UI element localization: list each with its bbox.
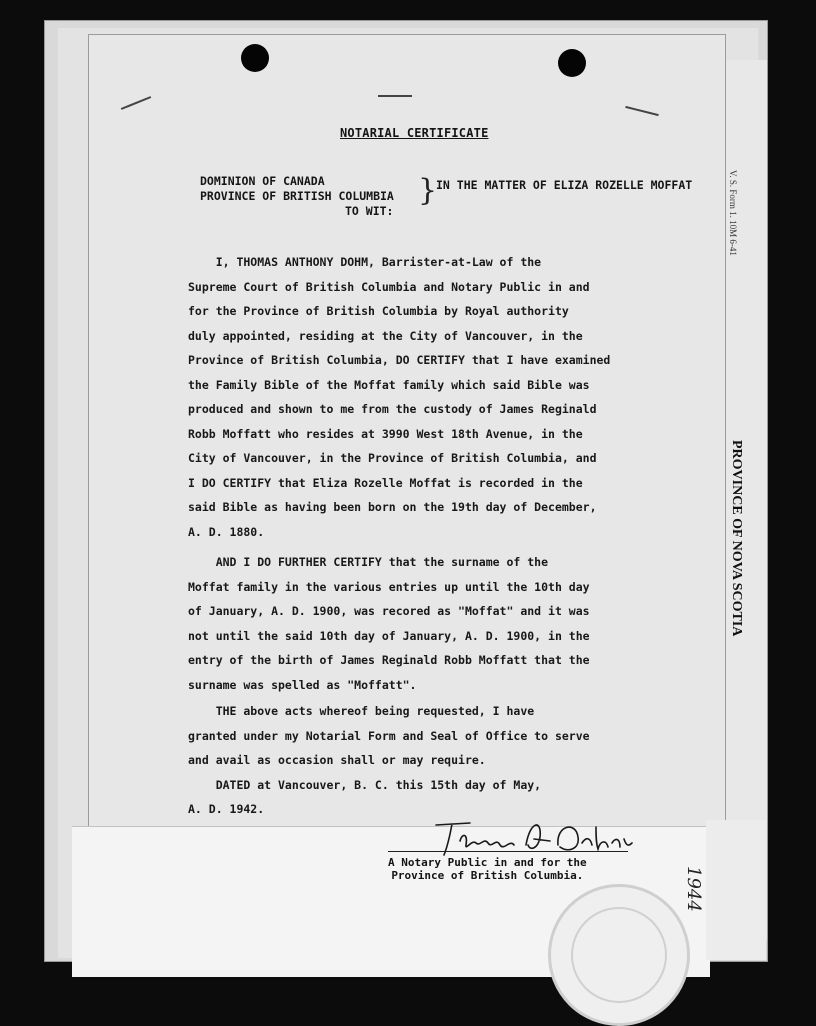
body-line: Province of British Columbia, DO CERTIFY that I have examined [188,353,611,367]
body-line: Supreme Court of British Columbia and Notary Public in and [188,279,590,294]
body-line: said Bible as having been born on the 19th day of December, [188,500,597,514]
body-line: THE above acts whereof being requested, I have [188,704,535,718]
body-line: A. D. 1880. [188,524,265,539]
notary-caption [388,856,587,882]
body-line: surname was spelled as "Moffatt". [188,677,417,692]
punch-hole [558,49,586,77]
body-line: for the Province of British Columbia by Royal authority [188,304,569,318]
body-line: and avail as occasion shall or may require. [188,753,486,767]
notary-caption-line: A Notary Public in and for the [388,856,587,869]
embossed-notary-seal [548,884,690,1026]
body-line: I, THOMAS ANTHONY DOHM, Barrister-at-Law of the [188,255,542,269]
form-number: V. S. Form 1. 10M 6-41 [728,170,738,256]
body-line: A. D. 1942. [188,802,265,816]
body-line: City of Vancouver, in the Province of British Columbia, and [188,451,597,465]
body-line: Robb Moffatt who resides at 3990 West 18th Avenue, in the [188,426,583,441]
notary-caption-line: Province of British Columbia. [391,869,584,882]
jurisdiction-country: DOMINION OF CANADA [200,174,325,188]
body-line: DATED at Vancouver, B. C. this 15th day of May, [188,777,542,792]
matter-heading: IN THE MATTER OF ELIZA ROZELLE MOFFAT [436,178,693,192]
handwritten-file-number: 1944 [683,866,704,912]
body-line: produced and shown to me from the custody of James Reginald [188,402,597,416]
body-line: I DO CERTIFY that Eliza Rozelle Moffat is recorded in the [188,475,583,490]
body-line: of January, A. D. 1900, was recored as "Moffat" and it was [188,604,590,618]
body-line: duly appointed, residing at the City of Vancouver, in the [188,328,583,343]
province-heading: PROVINCE OF NOVA SCOTIA [729,440,744,637]
jurisdiction-to-wit: TO WIT: [345,204,394,218]
body-line: AND I DO FURTHER CERTIFY that the surname of the [188,555,549,569]
body-line: entry of the birth of James Reginald Robb Moffatt that the [188,653,590,667]
signature-line [388,851,628,852]
jurisdiction-province: PROVINCE OF BRITISH COLUMBIA [200,189,394,203]
body-line: the Family Bible of the Moffat family which said Bible was [188,377,590,392]
punch-hole [241,44,269,72]
document-title: NOTARIAL CERTIFICATE [340,126,489,140]
body-line: not until the said 10th day of January, A. D. 1900, in the [188,628,590,643]
seal-inner-ring [571,907,667,1003]
body-line: granted under my Notarial Form and Seal of Office to serve [188,728,590,743]
brace-symbol: } [418,173,438,208]
right-strip [706,820,766,960]
pencil-mark [378,95,412,97]
certificate-body [188,250,668,822]
body-line: Moffat family in the various entries up until the 10th day [188,579,590,594]
